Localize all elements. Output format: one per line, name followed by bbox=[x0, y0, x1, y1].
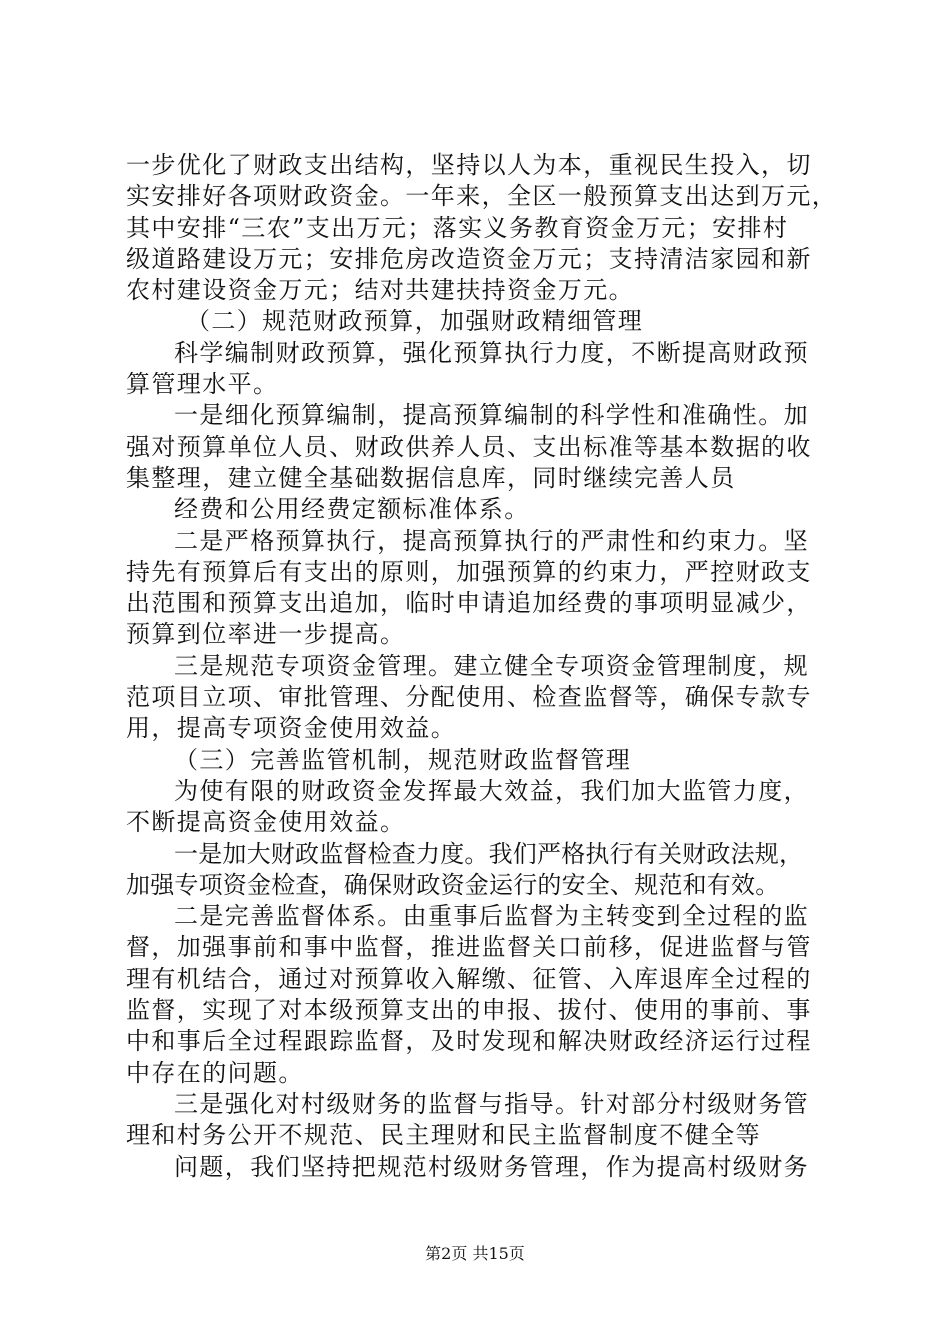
section-heading: （三）完善监管机制，规范财政监督管理 bbox=[174, 745, 632, 774]
text-line: 科学编制财政预算，强化预算执行力度，不断提高财政预 bbox=[174, 338, 809, 367]
text-line: 用，提高专项资金使用效益。 bbox=[126, 714, 457, 743]
text-line: 加强专项资金检查，确保财政资金运行的安全、规范和有效。 bbox=[126, 870, 780, 899]
text-line: 其中安排“三农”支出万元；落实义务教育资金万元；安排村 bbox=[126, 213, 789, 242]
text-line: 算管理水平。 bbox=[126, 370, 279, 399]
text-line: 问题，我们坚持把规范村级财务管理，作为提高村级财务 bbox=[174, 1152, 809, 1181]
text-line: 为使有限的财政资金发挥最大效益，我们加大监管力度， bbox=[174, 776, 809, 805]
text-line: 经费和公用经费定额标准体系。 bbox=[174, 495, 530, 524]
text-line: 三是规范专项资金管理。建立健全专项资金管理制度，规 bbox=[174, 651, 809, 680]
text-line: 持先有预算后有支出的原则，加强预算的约束力，严控财政支 bbox=[126, 557, 812, 586]
text-line: 实安排好各项财政资金。一年来，全区一般预算支出达到万元， bbox=[126, 182, 838, 211]
text-line: 出范围和预算支出追加，临时申请追加经费的事项明显减少， bbox=[126, 589, 812, 618]
text-line: 监督，实现了对本级预算支出的申报、拔付、使用的事前、事 bbox=[126, 996, 812, 1025]
text-line: 二是完善监督体系。由重事后监督为主转变到全过程的监 bbox=[174, 902, 809, 931]
text-line: 一步优化了财政支出结构，坚持以人为本，重视民生投入，切 bbox=[126, 151, 812, 179]
text-line: 理有机结合，通过对预算收入解缴、征管、入库退库全过程的 bbox=[126, 964, 812, 993]
text-line: 三是强化对村级财务的监督与指导。针对部分村级财务管 bbox=[174, 1089, 809, 1118]
section-heading: （二）规范财政预算，加强财政精细管理 bbox=[186, 307, 644, 336]
text-line: 集整理，建立健全基础数据信息库，同时继续完善人员 bbox=[126, 463, 736, 492]
text-line: 一是细化预算编制，提高预算编制的科学性和准确性。加 bbox=[174, 401, 809, 430]
page-number-footer: 第2页 共15页 bbox=[425, 1244, 525, 1263]
text-line: 理和村务公开不规范、民主理财和民主监督制度不健全等 bbox=[126, 1121, 761, 1150]
text-line: 中和事后全过程跟踪监督，及时发现和解决财政经济运行过程 bbox=[126, 1027, 812, 1056]
text-line: 级道路建设万元；安排危房改造资金万元；支持清洁家园和新 bbox=[126, 244, 812, 273]
text-line: 范项目立项、审批管理、分配使用、检查监督等，确保专款专 bbox=[126, 683, 812, 712]
text-line: 农村建设资金万元；结对共建扶持资金万元。 bbox=[126, 276, 634, 305]
text-line: 预算到位率进一步提高。 bbox=[126, 620, 406, 649]
text-line: 不断提高资金使用效益。 bbox=[126, 808, 406, 837]
text-line: 中存在的问题。 bbox=[126, 1058, 304, 1087]
text-line: 督，加强事前和事中监督，推进监督关口前移，促进监督与管 bbox=[126, 933, 812, 962]
text-line: 二是严格预算执行，提高预算执行的严肃性和约束力。坚 bbox=[174, 526, 809, 555]
text-line: 强对预算单位人员、财政供养人员、支出标准等基本数据的收 bbox=[126, 432, 812, 461]
body-text bbox=[126, 150, 838, 1183]
text-line: 一是加大财政监督检查力度。我们严格执行有关财政法规， bbox=[174, 839, 804, 868]
